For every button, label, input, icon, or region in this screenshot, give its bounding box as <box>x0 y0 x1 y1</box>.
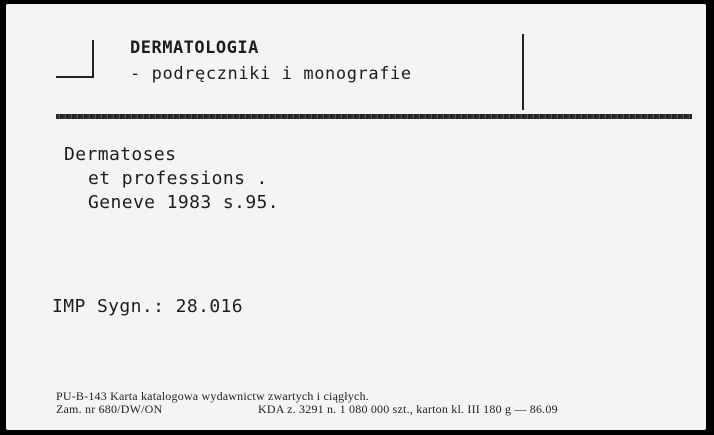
entry-title-line1: Dermatoses <box>64 144 177 165</box>
catalog-card <box>6 4 706 430</box>
header-rule <box>56 114 692 119</box>
header-bracket-vertical <box>92 40 94 78</box>
card-subcategory: - podręczniki i monografie <box>130 64 412 84</box>
entry-imprint: Geneve 1983 s.95. <box>88 192 280 213</box>
header-bracket-horizontal <box>56 76 94 78</box>
header-right-divider <box>522 34 524 110</box>
entry-title-line2: et professions . <box>88 168 268 189</box>
card-category: DERMATOLOGIA <box>130 38 259 58</box>
footer-order-number: Zam. nr 680/DW/ON <box>56 402 163 416</box>
call-number: IMP Sygn.: 28.016 <box>52 296 244 317</box>
footer-form-title: PU-B-143 Karta katalogowa wydawnictw zwartych i ciągłych. <box>56 389 369 403</box>
footer-print-info: KDA z. 3291 n. 1 080 000 szt., karton kl. III 180 g — 86.09 <box>258 402 558 416</box>
